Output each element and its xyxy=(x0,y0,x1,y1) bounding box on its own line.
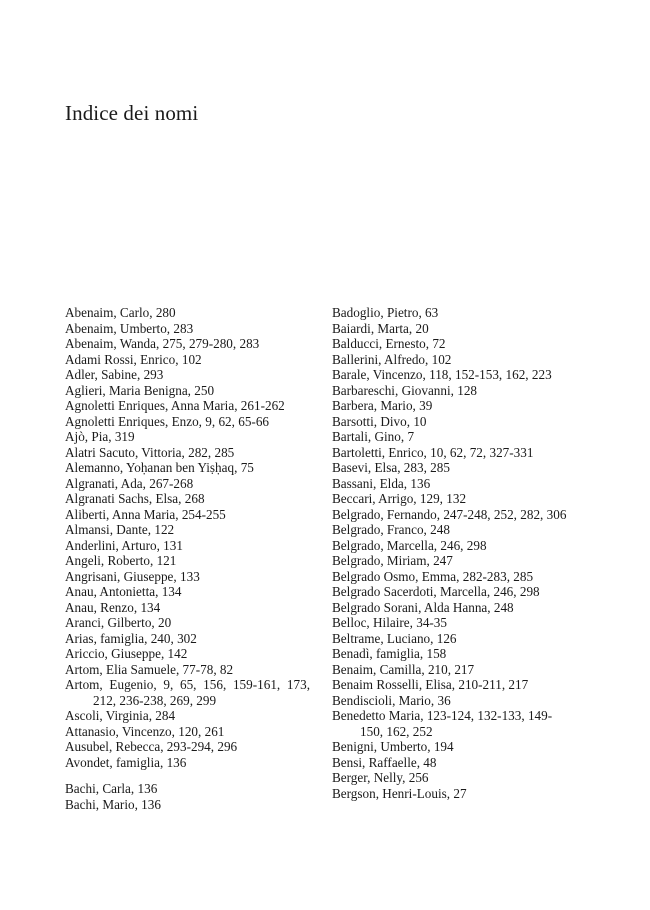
index-entry: Baiardi, Marta, 20 xyxy=(332,320,429,336)
index-entry: Ajò, Pia, 319 xyxy=(65,429,135,444)
index-entry: Algranati, Ada, 267-268 xyxy=(65,475,194,491)
index-entry: Ballerini, Alfredo, 102 xyxy=(332,351,452,367)
index-entry: Belgrado, Marcella, 246, 298 xyxy=(332,537,487,553)
index-entry: Angeli, Roberto, 121 xyxy=(65,553,177,568)
index-entry: Attanasio, Vincenzo, 120, 261 xyxy=(65,723,225,739)
index-entry: Artom, Elia Samuele, 77-78, 82 xyxy=(65,661,234,677)
index-entry: Bachi, Mario, 136 xyxy=(65,796,161,812)
index-entry: Ariccio, Giuseppe, 142 xyxy=(65,646,188,661)
index-entry: Basevi, Elsa, 283, 285 xyxy=(332,460,450,475)
index-entry: Aranci, Gilberto, 20 xyxy=(65,615,172,630)
index-entry: Barbera, Mario, 39 xyxy=(332,398,433,413)
index-entry: Anderlini, Arturo, 131 xyxy=(65,537,183,553)
index-entry: Belgrado Sorani, Alda Hanna, 248 xyxy=(332,599,514,615)
index-entry: Belgrado Osmo, Emma, 282-283, 285 xyxy=(332,568,534,584)
index-entry: Benaim Rosselli, Elisa, 210-211, 217 xyxy=(332,677,529,692)
index-entry: Avondet, famiglia, 136 xyxy=(65,754,187,770)
index-entry: Beltrame, Luciano, 126 xyxy=(332,630,457,646)
index-entry: Agnoletti Enriques, Anna Maria, 261-262 xyxy=(65,398,285,413)
index-entry: Abenaim, Wanda, 275, 279-280, 283 xyxy=(65,336,260,351)
index-entry: Belloc, Hilaire, 34-35 xyxy=(332,615,447,630)
index-entry: Balducci, Ernesto, 72 xyxy=(332,336,446,351)
index-entry: Berger, Nelly, 256 xyxy=(332,770,429,785)
index-entry: Aliberti, Anna Maria, 254-255 xyxy=(65,506,226,522)
index-entry: Alemanno, Yoḥanan ben Yiṣḥaq, 75 xyxy=(65,460,254,475)
index-entry: Alatri Sacuto, Vittoria, 282, 285 xyxy=(65,444,235,460)
index-entry: Belgrado, Fernando, 247-248, 252, 282, 306 xyxy=(332,506,567,522)
index-entry: Belgrado Sacerdoti, Marcella, 246, 298 xyxy=(332,584,540,599)
index-entry: Bassani, Elda, 136 xyxy=(332,475,431,491)
index-entry: Bachi, Carla, 136 xyxy=(65,781,158,796)
index-entry: Almansi, Dante, 122 xyxy=(65,522,175,537)
index-entry: Abenaim, Umberto, 283 xyxy=(65,320,194,336)
index-entry: Aglieri, Maria Benigna, 250 xyxy=(65,382,215,398)
index-entry: Ausubel, Rebecca, 293-294, 296 xyxy=(65,739,238,754)
index-entry: Belgrado, Franco, 248 xyxy=(332,522,450,537)
index-entry: Artom, Eugenio, 9, 65, 156, 159-161, 173, 212, 236-238, 269, 299 xyxy=(65,677,310,708)
index-column-left xyxy=(65,305,310,812)
index-entry: Angrisani, Giuseppe, 133 xyxy=(65,568,200,584)
index-entry: Beccari, Arrigo, 129, 132 xyxy=(332,491,467,506)
index-entry: Benadì, famiglia, 158 xyxy=(332,646,447,661)
index-entry: Agnoletti Enriques, Enzo, 9, 62, 65-66 xyxy=(65,413,270,429)
index-entry: Barale, Vincenzo, 118, 152-153, 162, 223 xyxy=(332,367,552,382)
index-entry: Benaim, Camilla, 210, 217 xyxy=(332,661,475,677)
index-entry: Barsotti, Divo, 10 xyxy=(332,413,427,429)
index-entry: Algranati Sachs, Elsa, 268 xyxy=(65,491,205,506)
index-entry: Ascoli, Virginia, 284 xyxy=(65,708,176,723)
index-column-right xyxy=(332,305,572,801)
index-entry: Bendiscioli, Mario, 36 xyxy=(332,692,451,708)
index-entry: Anau, Renzo, 134 xyxy=(65,599,161,615)
index-entry: Bartoletti, Enrico, 10, 62, 72, 327-331 xyxy=(332,444,534,460)
index-entry: Arias, famiglia, 240, 302 xyxy=(65,630,197,646)
index-entry: Abenaim, Carlo, 280 xyxy=(65,305,176,320)
page-title: Indice dei nomi xyxy=(65,101,199,125)
index-entry: Benigni, Umberto, 194 xyxy=(332,739,454,754)
index-entry: Anau, Antonietta, 134 xyxy=(65,584,182,599)
index-entry: Bergson, Henri-Louis, 27 xyxy=(332,785,467,801)
index-entry: Badoglio, Pietro, 63 xyxy=(332,305,439,320)
index-entry: Bensi, Raffaelle, 48 xyxy=(332,754,437,770)
index-entry: Adami Rossi, Enrico, 102 xyxy=(65,351,202,367)
index-entry: Belgrado, Miriam, 247 xyxy=(332,553,453,568)
index-entry: Bartali, Gino, 7 xyxy=(332,429,415,444)
index-entry: Adler, Sabine, 293 xyxy=(65,367,164,382)
index-entry: Barbareschi, Giovanni, 128 xyxy=(332,382,478,398)
index-entry: Benedetto Maria, 123-124, 132-133, 149-150, 162, 252 xyxy=(332,708,553,739)
